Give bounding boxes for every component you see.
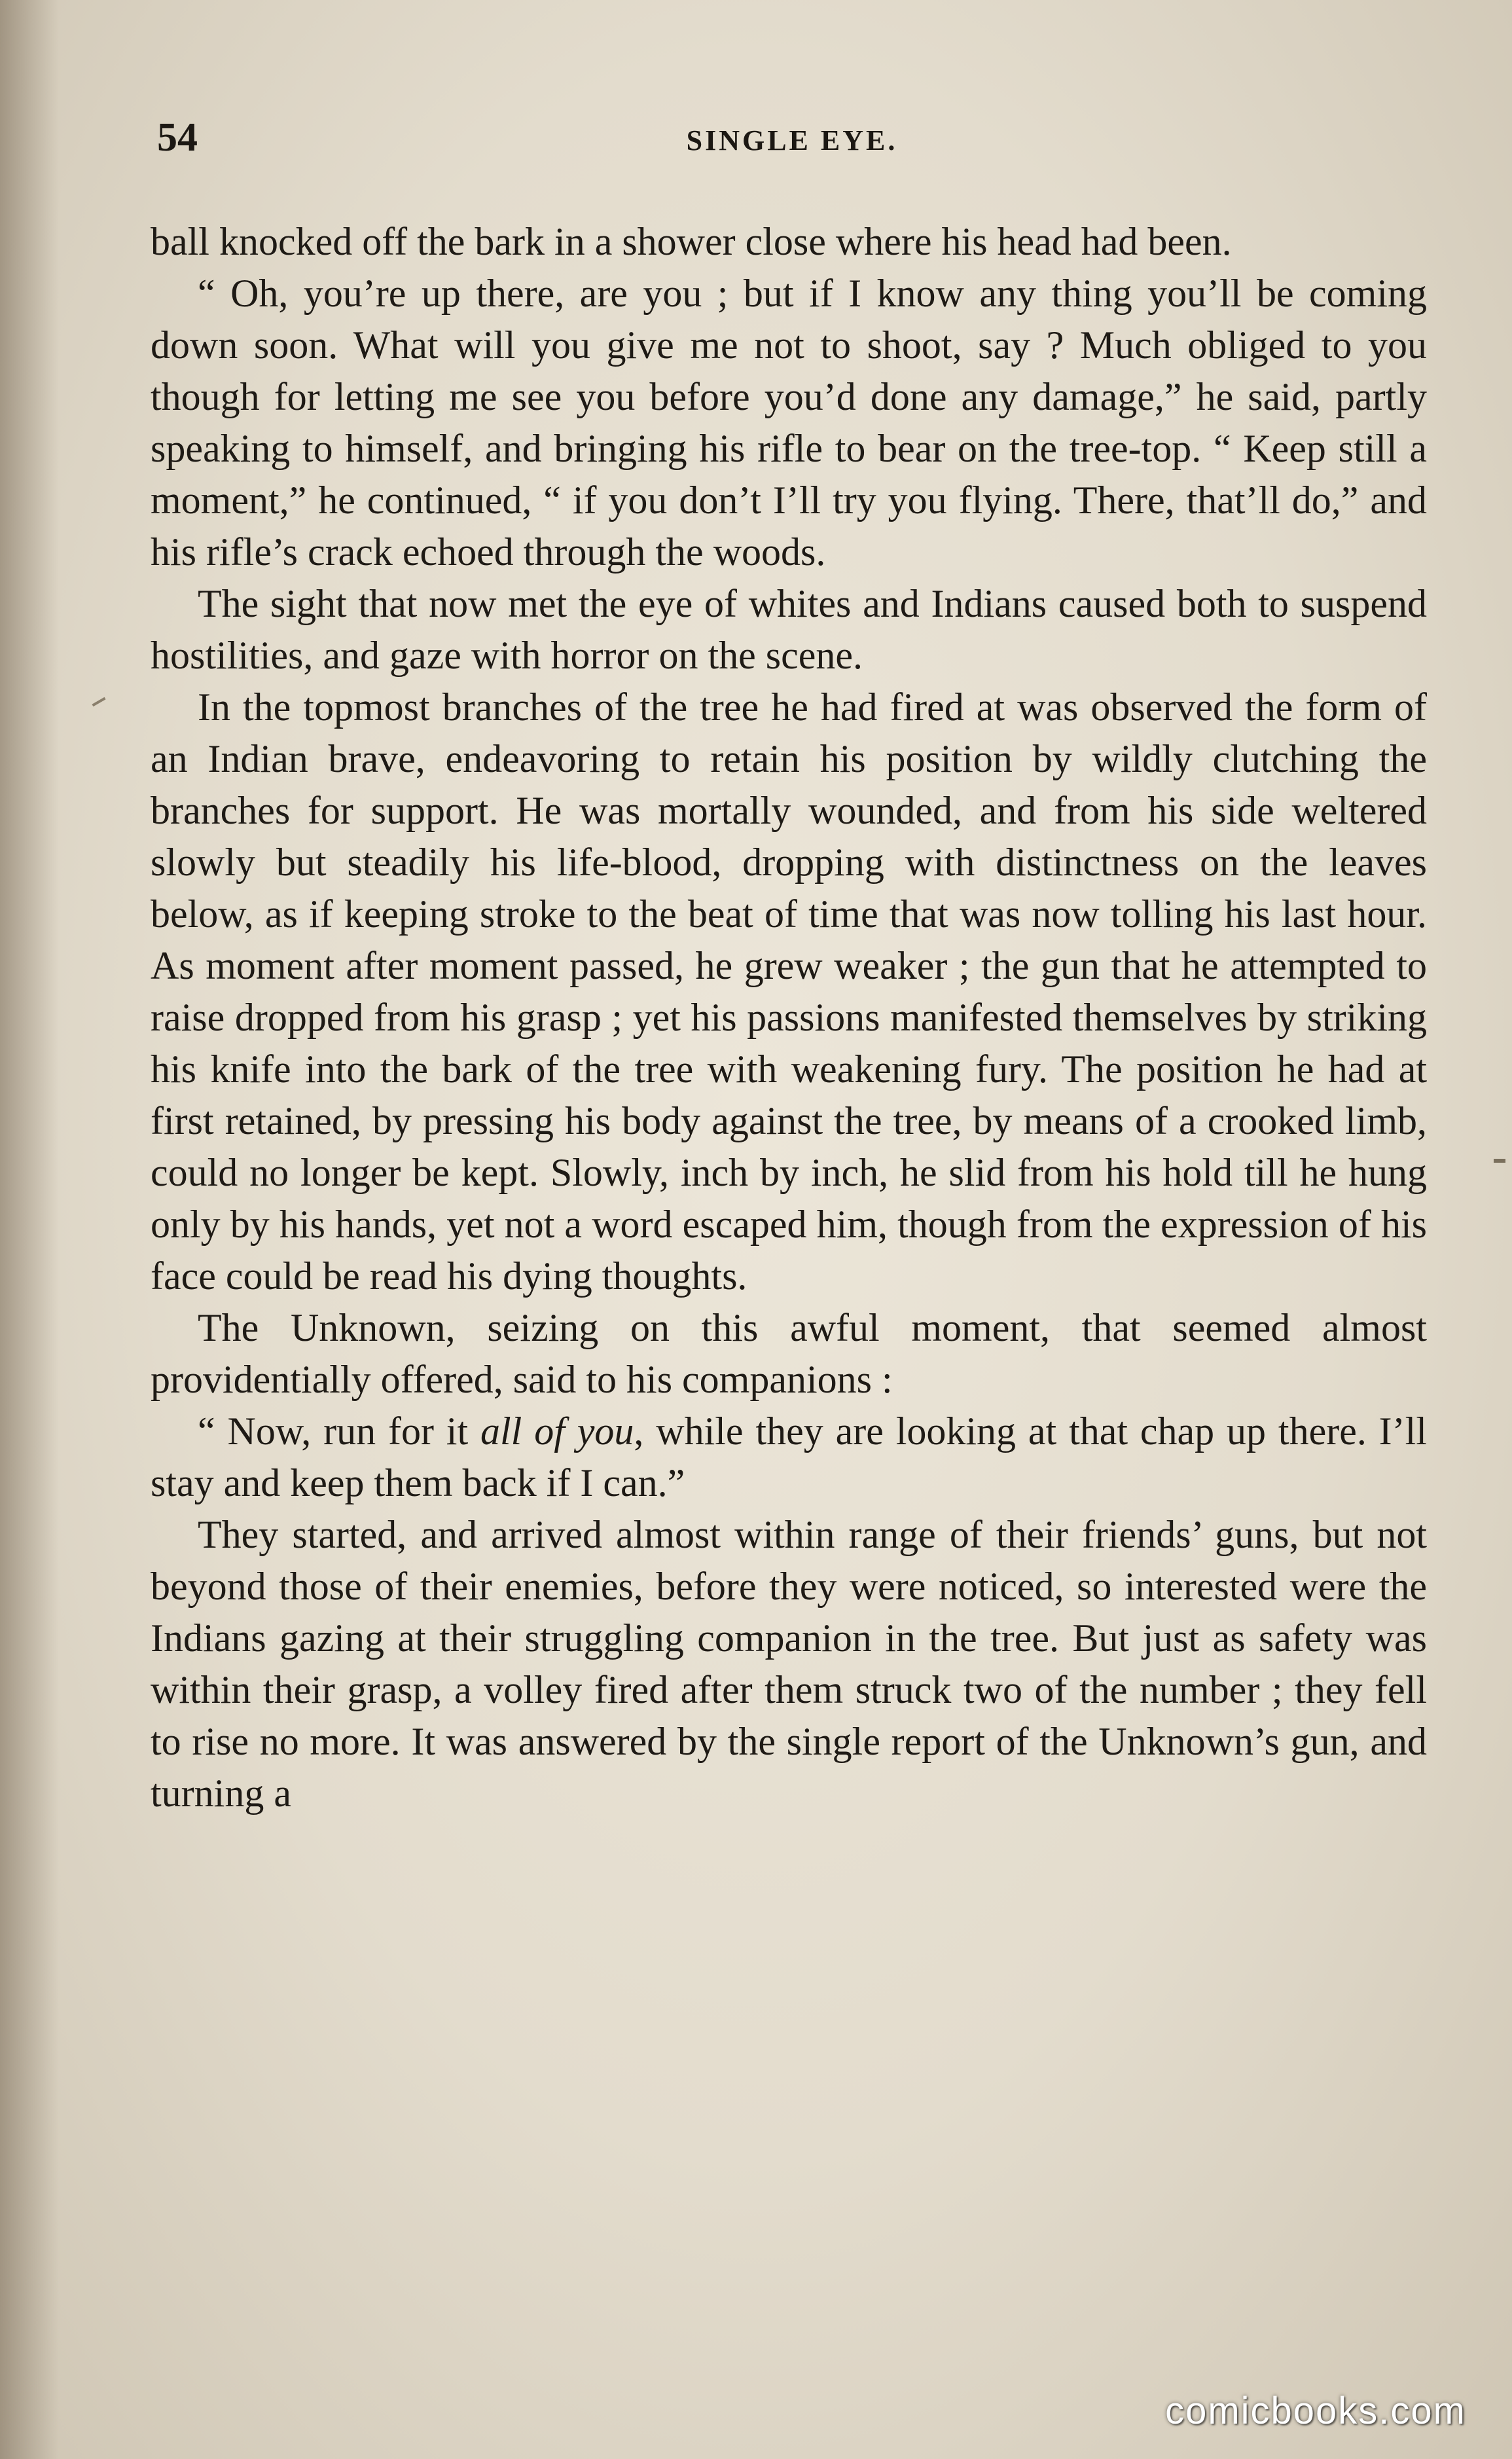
paragraph: “ Oh, you’re up there, are you ; but if I know any thing you’ll be coming down soon. What will you give me not to shoot, say ? Much obliged to you though for letting me see you before you’d done any damage,” he said, partly speaking to himself, and bringing his rifle to bear on the tree-top. “ Keep still a moment,” he continued, “ if you don’t I’ll try you flying. There, that’ll do,” and his rifle’s crack echoed through the woods. (151, 272, 1427, 574)
running-head: SINGLE EYE. (686, 124, 898, 156)
paper-blemish (1494, 1159, 1505, 1163)
paper-blemish (92, 697, 105, 706)
paragraph: The sight that now met the eye of whites and Indians caused both to suspend hostilities, and gaze with horror on the scene. (151, 582, 1427, 677)
paragraph: ball knocked off the bark in a shower close where his head had been. (151, 220, 1232, 263)
paragraph: They started, and arrived almost within range of their friends’ guns, but not beyond those of their enemies, before they were noticed, so interested were the Indians gazing at their struggling companion in the tree. But just as safety was within their grasp, a volley fired after them struck two of the number ; they fell to rise no more. It was answered by the single report of the Unknown’s gun, and turning a (151, 1513, 1427, 1815)
emphasis-text: all of you (480, 1410, 634, 1453)
paragraph: In the topmost branches of the tree he had fired at was observed the form of an Indian brave, endeavoring to retain his position by wildly clutching the branches for support. He was mortally wounded, and from his side weltered slowly but steadily his life-blood, dropping with distinctness on the leaves below, as if keeping stroke to the beat of time that was now tolling his last hour. As moment after moment passed, he grew weaker ; the gun that he attempted to raise dropped from his grasp ; yet his passions manifested themselves by striking his knife into the bark of the tree with weakening fury. The position he had at first retained, by pressing his body against the tree, by means of a crooked limb, could no longer be kept. Slowly, inch by inch, he slid from his hold till he hung only by his hands, yet not a word escaped him, though from the expression of his face could be read his dying thoughts. (151, 685, 1427, 1298)
paragraph (151, 1406, 1427, 1509)
quote-start: “ Now, run for it (198, 1410, 481, 1453)
page-header (157, 115, 1427, 173)
gutter-shadow (0, 0, 59, 2459)
watermark: comicbooks.com (1165, 2390, 1466, 2432)
page-number: 54 (157, 115, 198, 160)
paragraph: The Unknown, seizing on this awful moment, that seemed almost providentially offered, said to his companions : (151, 1306, 1427, 1401)
quote-end: , while they are looking at that chap up there. I’ll stay and keep them back if I can.” (151, 1410, 1427, 1504)
body-text (151, 216, 1427, 1819)
